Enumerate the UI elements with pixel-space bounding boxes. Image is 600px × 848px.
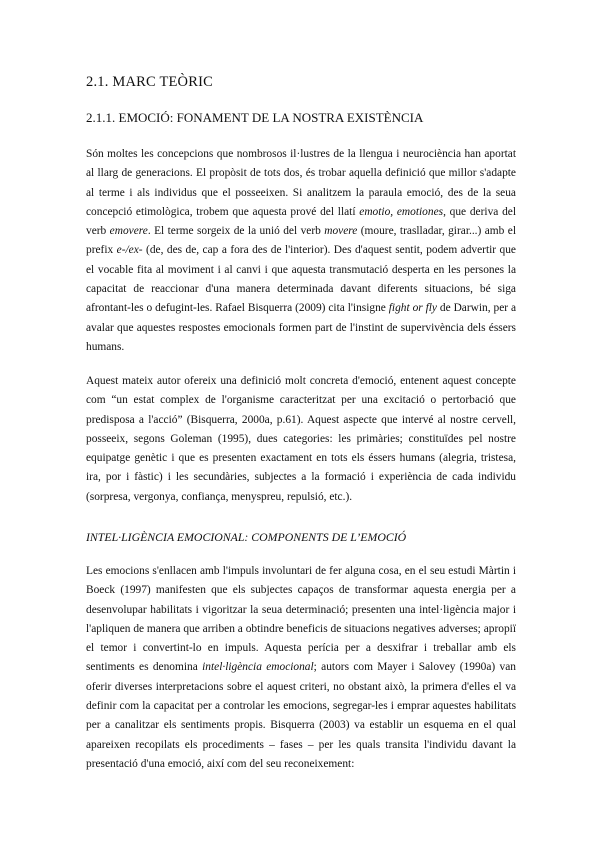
section-title-emotional-intelligence: INTEL·LIGÈNCIA EMOCIONAL: COMPONENTS DE L’EMOCIÓ (86, 530, 407, 544)
subsection-heading: 2.1.1. EMOCIÓ: FONAMENT DE LA NOSTRA EXISTÈNCIA (86, 110, 424, 125)
p1-term-emotio: emotio, emotiones (359, 205, 444, 218)
section-heading: 2.1. MARC TEÒRIC (86, 74, 214, 90)
p1-text-g: (moure, traslladar, girar...) amb el prefix (86, 225, 516, 257)
p3-term-emotional-intelligence: intel·ligència emocional (202, 661, 314, 674)
p1-text-c: , que deriva del verb (86, 205, 516, 238)
p1-term-fight-or-fly: fight or fly (388, 302, 437, 315)
p3-text-c: ; autors com Mayer i Salovey (1990a) van oferir diverses interpretacions sobre el aquest criteri, no obstant això, la primera d'elles el va definir com la capacitat per a controlar les emocions, segregar-les i emprar aquestes habilitats per a canalitzar els sentiments propis. Bisquerra (2003) va establir un esquema en el qual apareixen recopilats els procediments – fases – per les quals transita l'individu davant la presentació d'una emoció, així com del seu reconeixement: (86, 661, 516, 770)
p1-text-e: . El terme sorgeix de la unió del verb (147, 225, 325, 238)
p3-text-a: Les emocions s'enllacen amb l'impuls involuntari de fer alguna cosa, en el seu estudi Màrtin i Boeck (1997) manifesten que els subjectes capaços de transformar aquesta energia per a desenvolupar habilitats i vigoritzar la seua determinació; presenten una intel·ligència major i l'apliquen de manera que arriben a obtindre beneficis de situacions negatives adverses; apropiï el temor i convertint-lo en impuls. Aquesta perícia per a desxifrar i treballar amb els sentiments es denomina (86, 565, 516, 674)
paragraph-3 (86, 562, 516, 774)
p1-text-i: (de, des de, cap a fora des de l'interior). Des d'aquest sentit, podem advertir que el vocable fita al moviment i al canvi i que aquesta transmutació desperta en les persones la capacitat de reaccionar d'una manera determinada davant diferents situacions, bé siga afrontant-les o defugint-les. Rafael Bisquerra (2009) cita l'insigne (86, 244, 516, 315)
p1-text-k: de Darwin, per a avalar que aquestes respostes emocionals formen part de l'instint de supervivència dels éssers humans. (86, 302, 517, 353)
paragraph-1 (86, 145, 516, 357)
paragraph-2: Aquest mateix autor ofereix una definició molt concreta d'emoció, entenent aquest concepte com “un estat complex de l'organisme caracteritzat per una excitació o pertorbació que predisposa a l'acció” (Bisquerra, 2000a, p.61). Aquest aspecte que intervé al nostre cervell, posseeix, segons Goleman (1995), dues categories: les primàries; constituïdes pel nostre equipatge genètic i que es presenten exactament en tots els éssers humans (alegria, tristesa, ira, por i fàstic) i les secundàries, subjectes a la formació i experiència de cada individu (sorpresa, vergonya, confiança, menyspreu, repulsió, etc.). (86, 375, 516, 503)
p1-term-emovere: emovere (109, 225, 148, 238)
p1-term-movere: movere (324, 225, 358, 238)
p1-text-a: Són moltes les concepcions que nombrosos il·lustres de la llengua i neurociència han aportat al llarg de generacions. El propòsit de tots dos, és trobar aquella definició que millor s'adapte al terme i als individus que el posseeixen. Si analitzem la paraula emoció, des de la seua concepció etimològica, trobem que aquesta prové del llatí (86, 148, 516, 218)
p1-term-prefix: e-/ex- (116, 244, 143, 257)
